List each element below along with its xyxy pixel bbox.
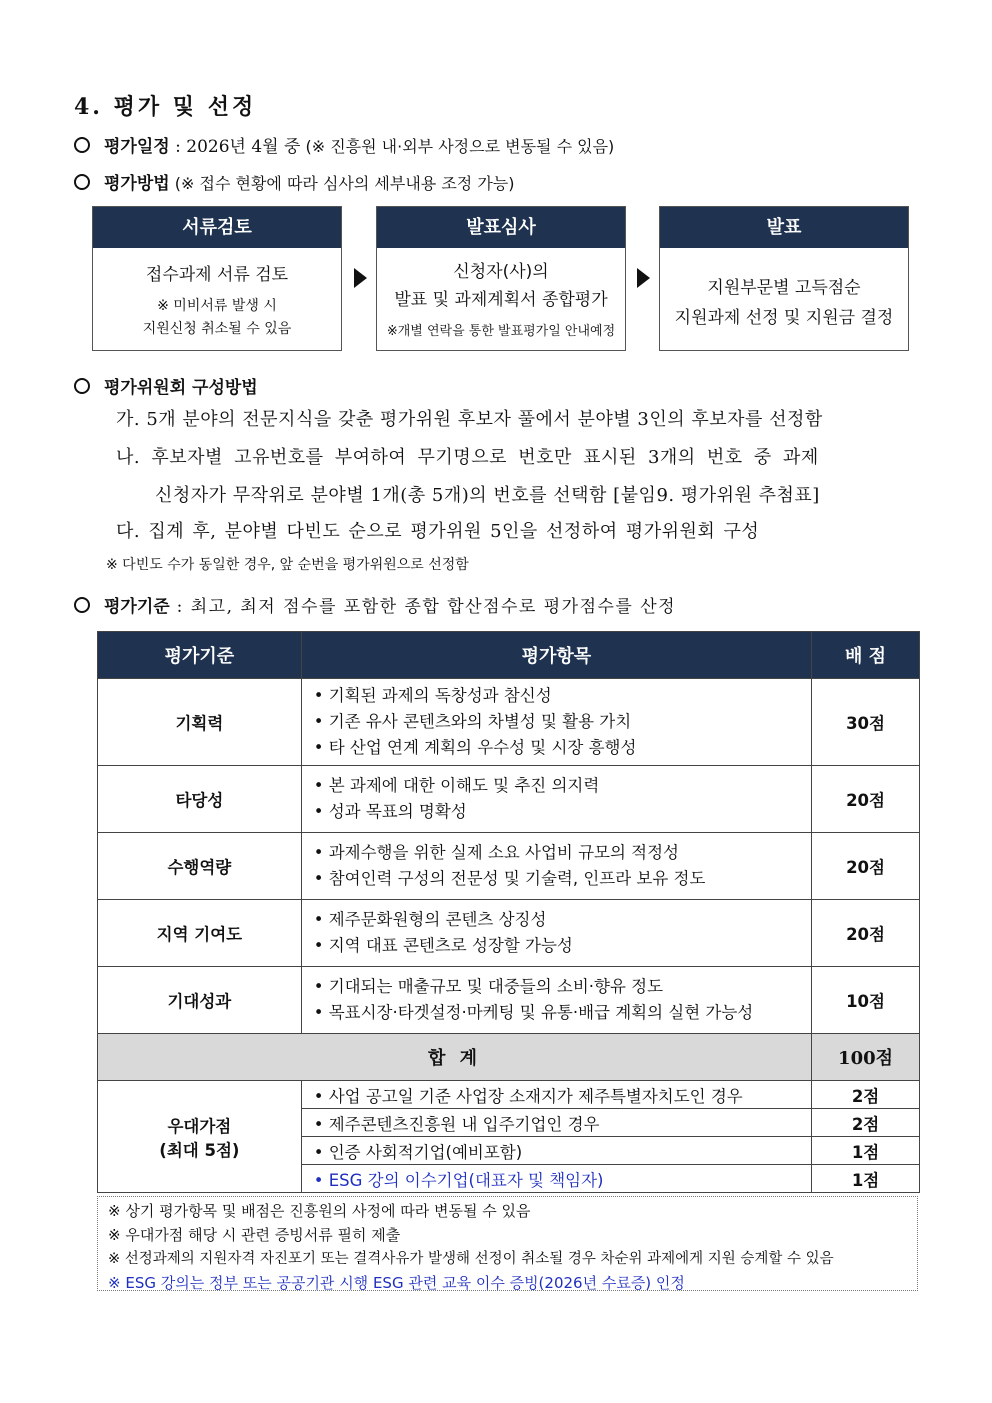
table-row: [98, 900, 920, 967]
table-row: [98, 967, 920, 1034]
items-cell: [301, 900, 811, 967]
note-line: ※ 선정과제의 지원자격 자진포기 또는 결격사유가 발생해 선정이 취소될 경우 차순위 과제에게 지원 승계할 수 있음: [108, 1251, 834, 1267]
bonus-item: • 제주콘텐츠진흥원 내 입주기업인 경우: [301, 1109, 811, 1137]
circle-bullet-icon: [74, 137, 90, 153]
committee-item-da: 다. 집계 후, 분야별 다빈도 순으로 평가위원 5인을 선정하여 평가위원회 구성: [116, 521, 760, 542]
total-score: 100점: [812, 1034, 920, 1081]
committee-line: [74, 373, 258, 398]
note-line: ※ 우대가점 해당 시 관련 증빙서류 필히 제출: [108, 1226, 401, 1244]
criterion-cell: 타당성: [98, 766, 302, 833]
circle-bullet-icon: [74, 597, 90, 613]
schedule-label: 평가일정: [104, 137, 170, 157]
criterion-cell: 수행역량: [98, 833, 302, 900]
flow-box-document-review: [92, 206, 342, 351]
flow-box-sub: ※개별 연락을 통한 발표평가일 안내예정: [386, 324, 616, 339]
criteria-label: 평가기준: [104, 597, 170, 617]
item-text: • 기존 유사 콘텐츠와의 차별성 및 활용 가치: [313, 712, 632, 731]
item-text: • 제주문화원형의 콘텐츠 상징성: [313, 910, 547, 929]
table-header-row: [98, 632, 920, 679]
table-row: [98, 766, 920, 833]
bonus-label-max: (최대 5점): [159, 1140, 240, 1160]
schedule-sep: :: [169, 137, 187, 157]
header-score: 배 점: [812, 632, 920, 679]
notes-box: [97, 1196, 918, 1291]
score-cell: 30점: [812, 679, 920, 766]
circle-bullet-icon: [74, 174, 90, 190]
table-row: [98, 679, 920, 766]
bonus-label: 우대가점: [167, 1116, 232, 1136]
bonus-score: 1점: [812, 1137, 920, 1165]
items-cell: [301, 967, 811, 1034]
item-text: • 참여인력 구성의 전문성 및 기술력, 인프라 보유 정도: [313, 869, 706, 888]
note-line-esg: ※ ESG 강의는 정부 또는 공공기관 시행 ESG 관련 교육 이수 증빙(2026년 수료증) 인정: [108, 1274, 685, 1292]
items-cell: [301, 833, 811, 900]
schedule-line: [74, 132, 614, 157]
item-text: • 기대되는 매출규모 및 대중들의 소비·향유 정도: [313, 977, 664, 996]
committee-item-na: 나. 후보자별 고유번호를 부여하여 무기명으로 번호만 표시된 3개의 번호 중 과제: [116, 447, 819, 468]
method-note: (※ 접수 현황에 따라 심사의 세부내용 조정 가능): [169, 174, 515, 193]
arrow-right-icon: [354, 268, 367, 288]
bonus-score: 1점: [812, 1165, 920, 1193]
item-text: • 과제수행을 위한 실제 소요 사업비 규모의 적정성: [313, 843, 679, 862]
criteria-text: : 최고, 최저 점수를 포함한 종합 합산점수로 평가점수를 산정: [169, 597, 677, 617]
criterion-cell: 지역 기여도: [98, 900, 302, 967]
item-text: • 타 산업 연계 계획의 우수성 및 시장 흥행성: [313, 738, 637, 757]
total-row: [98, 1034, 920, 1081]
method-line: [74, 169, 515, 194]
flow-box-main: 지원부문별 고득점순: [707, 278, 861, 298]
score-cell: 20점: [812, 766, 920, 833]
committee-label: 평가위원회 구성방법: [104, 378, 258, 398]
score-cell: 10점: [812, 967, 920, 1034]
flow-box-announcement: [659, 206, 909, 351]
flow-box-sub: 지원신청 취소될 수 있음: [142, 321, 292, 337]
items-cell: [301, 679, 811, 766]
schedule-note: (※ 진흥원 내·외부 사정으로 변동될 수 있음): [300, 137, 615, 156]
bonus-row: [98, 1081, 920, 1109]
bonus-item: • 사업 공고일 기준 사업장 소재지가 제주특별자치도인 경우: [301, 1081, 811, 1109]
flow-box-main: 발표 및 과제계획서 종합평가: [394, 290, 608, 310]
criteria-line: [74, 592, 676, 617]
schedule-value: 2026년 4월 중: [186, 137, 301, 157]
item-text: • 기획된 과제의 독창성과 참신성: [313, 686, 552, 705]
committee-note: ※ 다빈도 수가 동일한 경우, 앞 순번을 평가위원으로 선정함: [106, 557, 469, 573]
bonus-item-esg: • ESG 강의 이수기업(대표자 및 책임자): [301, 1165, 811, 1193]
item-text: • 지역 대표 콘텐츠로 성장할 가능성: [313, 936, 573, 955]
bonus-item: • 인증 사회적기업(예비포함): [301, 1137, 811, 1165]
table-row: [98, 833, 920, 900]
circle-bullet-icon: [74, 378, 90, 394]
evaluation-table: [97, 631, 920, 1193]
flow-box-sub: ※ 미비서류 발생 시: [157, 298, 277, 314]
bonus-score: 2점: [812, 1109, 920, 1137]
header-criterion: 평가기준: [98, 632, 302, 679]
header-items: 평가항목: [301, 632, 811, 679]
score-cell: 20점: [812, 900, 920, 967]
arrow-right-icon: [637, 268, 650, 288]
method-label: 평가방법: [104, 174, 170, 194]
section-title: 4. 평가 및 선정: [74, 94, 257, 120]
committee-item-ga: 가. 5개 분야의 전문지식을 갖춘 평가위원 후보자 풀에서 분야별 3인의 후보자를 선정함: [116, 409, 823, 430]
note-line: ※ 상기 평가항목 및 배점은 진흥원의 사정에 따라 변동될 수 있음: [108, 1202, 531, 1220]
flow-box-title: 서류검토: [93, 207, 341, 248]
flow-box-main: 지원과제 선정 및 지원금 결정: [674, 308, 894, 328]
score-cell: 20점: [812, 833, 920, 900]
flow-box-title: 발표심사: [377, 207, 625, 248]
bonus-score: 2점: [812, 1081, 920, 1109]
criterion-cell: 기대성과: [98, 967, 302, 1034]
flow-box-main: 신청자(사)의: [453, 262, 549, 282]
committee-item-na-cont: 신청자가 무작위로 분야별 1개(총 5개)의 번호를 선택함 [붙임9. 평가위원 추첨표]: [155, 485, 820, 506]
items-cell: [301, 766, 811, 833]
criterion-cell: 기획력: [98, 679, 302, 766]
item-text: • 목표시장·타겟설정·마케팅 및 유통·배급 계획의 실현 가능성: [313, 1003, 754, 1022]
item-text: • 본 과제에 대한 이해도 및 추진 의지력: [313, 776, 600, 795]
flow-box-title: 발표: [660, 207, 908, 248]
flow-box-main: 접수과제 서류 검토: [145, 265, 289, 285]
flow-box-presentation: [376, 206, 626, 351]
bonus-criterion-cell: [98, 1081, 302, 1193]
total-label: 합 계: [98, 1034, 812, 1081]
item-text: • 성과 목표의 명확성: [313, 802, 467, 821]
